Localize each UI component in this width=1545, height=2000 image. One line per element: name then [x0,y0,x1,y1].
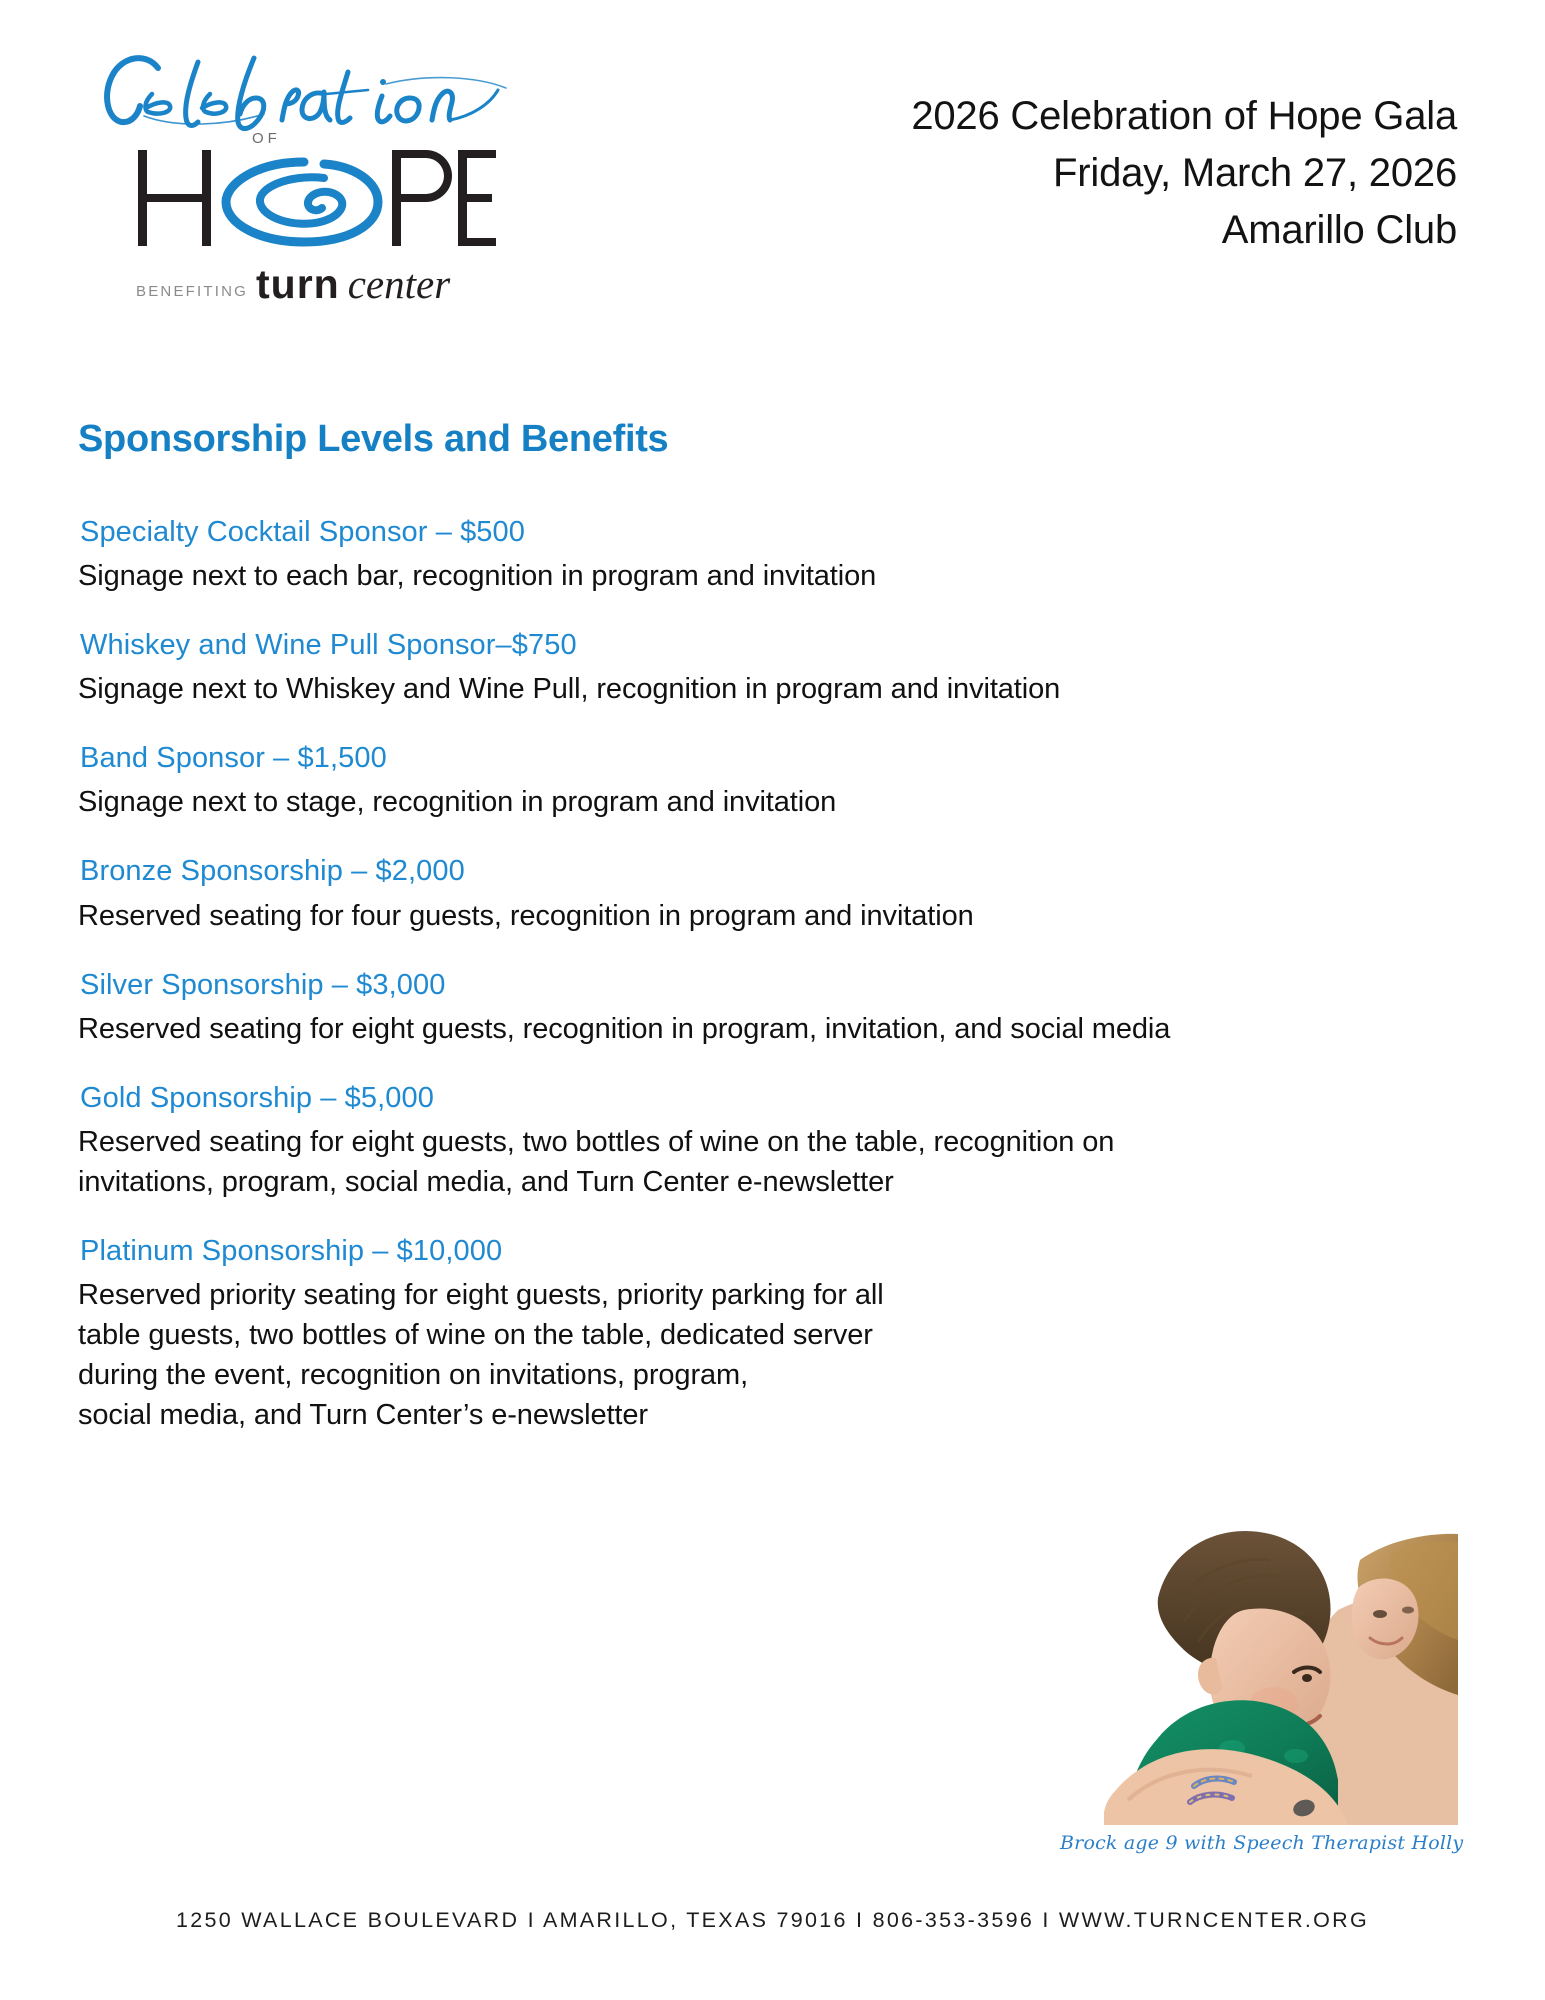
level-title: Silver Sponsorship – $3,000 [80,968,446,1001]
level-title: Specialty Cocktail Sponsor – $500 [80,516,525,548]
level-title: Band Sponsor – $1,500 [80,742,387,775]
photo-caption: Brock age 9 with Speech Therapist Holly [1060,1832,1464,1854]
sponsorship-levels-list [78,513,1468,1465]
event-info-block [911,88,1457,258]
level-description-line: during the event, recognition on invitations, program, [78,1359,749,1392]
level-description-line: Signage next to each bar, recognition in program and invitation [78,560,877,593]
sponsorship-level-silver [78,966,1468,1049]
logo-of-text: OF [252,130,281,147]
level-description [78,669,1408,709]
event-venue: Amarillo Club [1221,207,1457,252]
event-date: Friday, March 27, 2026 [1053,150,1457,195]
sponsorship-level-gold [78,1079,1468,1202]
page-title: Sponsorship Levels and Benefits [78,418,669,460]
level-title: Bronze Sponsorship – $2,000 [80,855,465,888]
level-description [78,782,1408,822]
level-description-line: social media, and Turn Center’s e-newsletter [78,1399,648,1432]
sponsorship-level-bronze [78,852,1468,935]
photo-block [1008,1490,1458,1825]
level-description [78,1122,1408,1202]
level-description [78,556,1408,596]
level-description [78,1009,1408,1049]
sponsorship-level-platinum [78,1232,1468,1435]
sponsorship-level-specialty-cocktail [78,513,1468,596]
level-title: Platinum Sponsorship – $10,000 [80,1234,503,1267]
logo-benefiting-row [136,261,451,307]
logo-turn-text: turn [256,261,340,307]
level-title: Whiskey and Wine Pull Sponsor–$750 [80,629,577,662]
logo-center-text: center [347,261,451,307]
celebration-of-hope-logo [80,46,530,307]
level-description-line: table guests, two bottles of wine on the table, dedicated server [78,1319,873,1352]
level-title: Gold Sponsorship – $5,000 [80,1081,434,1114]
hope-wordmark [128,142,498,254]
event-title: 2026 Celebration of Hope Gala [911,94,1457,138]
sponsorship-level-whiskey-wine-pull [78,626,1468,709]
therapy-photo [1008,1490,1458,1825]
level-description-line: Signage next to stage, recognition in program and invitation [78,786,837,819]
level-description [78,1275,1088,1435]
level-description-line: Signage next to Whiskey and Wine Pull, recognition in program and invitation [78,673,1061,706]
level-description-line: Reserved seating for eight guests, recognition in program, invitation, and social media [78,1012,1171,1045]
footer-contact-info: 1250 WALLACE BOULEVARD I AMARILLO, TEXAS 79016 I 806-353-3596 I WWW.TURNCENTER.ORG [175,1908,1370,1932]
level-description [78,896,1408,936]
document-header [0,0,1545,307]
level-description-line: Reserved seating for four guests, recognition in program and invitation [78,899,974,932]
level-description-line: Reserved seating for eight guests, two bottles of wine on the table, recognition on [78,1125,1115,1158]
level-description-line: invitations, program, social media, and Turn Center e-newsletter [78,1165,894,1198]
level-description-line: Reserved priority seating for eight guests, priority parking for all [78,1279,884,1312]
logo-benefiting-text: BENEFITING [136,283,249,300]
sponsorship-level-band [78,739,1468,822]
